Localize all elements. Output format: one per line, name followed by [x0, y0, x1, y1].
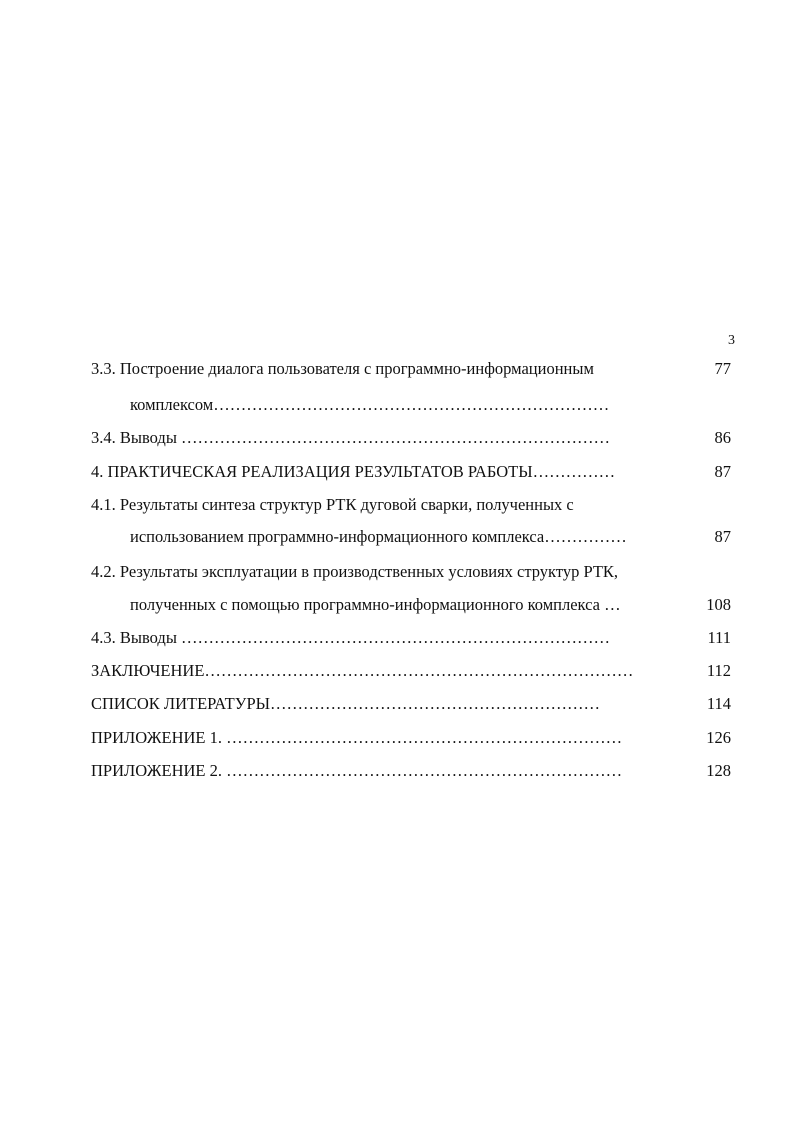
toc-entry-4 — [0, 459, 793, 485]
toc-entry-page: 128 — [706, 761, 731, 780]
toc-entry-title: ПРИЛОЖЕНИЕ 2. ……………………………………………………………… — [91, 761, 623, 780]
toc-entry-4-2 — [0, 559, 793, 585]
toc-entry-page: 114 — [706, 694, 731, 713]
toc-entry-3-3-continued — [0, 392, 793, 418]
toc-entry-title: 3.4. Выводы …………………………………………………………………… — [91, 428, 611, 447]
toc-entry-title: 3.3. Построение диалога пользователя с программно-информационным — [91, 359, 594, 378]
toc-entry-4-3 — [0, 625, 793, 651]
toc-entry-3-3 — [0, 356, 793, 382]
toc-entry-title: 4. ПРАКТИЧЕСКАЯ РЕАЛИЗАЦИЯ РЕЗУЛЬТАТОВ РАБОТЫ…………… — [91, 462, 616, 481]
toc-entry-appendix-1 — [0, 725, 793, 751]
toc-entry-title: 4.1. Результаты синтеза структур РТК дуговой сварки, полученных с — [91, 495, 574, 514]
toc-entry-page: 108 — [706, 595, 731, 614]
toc-entry-title: использованием программно-информационного комплекса…………… — [130, 527, 627, 546]
toc-entry-title: комплексом……………………………………………………………… — [130, 395, 610, 414]
toc-entry-4-1 — [0, 492, 793, 518]
toc-entry-page: 87 — [714, 527, 731, 546]
page-number: 3 — [728, 333, 735, 348]
toc-entry-4-2-continued — [0, 592, 793, 618]
toc-entry-title: ПРИЛОЖЕНИЕ 1. ……………………………………………………………… — [91, 728, 623, 747]
toc-entry-appendix-2 — [0, 758, 793, 784]
toc-entry-page: 112 — [706, 661, 731, 680]
toc-entry-page: 111 — [707, 628, 731, 647]
toc-entry-title: СПИСОК ЛИТЕРАТУРЫ…………………………………………………… — [91, 694, 601, 713]
toc-entry-4-1-continued — [0, 524, 793, 550]
toc-entry-3-4 — [0, 425, 793, 451]
toc-entry-title: 4.2. Результаты эксплуатации в производственных условиях структур РТК, — [91, 562, 619, 581]
toc-entry-title: ЗАКЛЮЧЕНИЕ…………………………………………………………………… — [91, 661, 634, 680]
toc-entry-page: 77 — [714, 359, 731, 378]
toc-entry-page: 86 — [714, 428, 731, 447]
toc-entry-page: 126 — [706, 728, 731, 747]
toc-entry-page: 87 — [714, 462, 731, 481]
toc-entry-conclusion — [0, 658, 793, 684]
toc-entry-title: полученных с помощью программно-информационного комплекса … — [130, 595, 621, 614]
toc-entry-references — [0, 691, 793, 717]
toc-entry-title: 4.3. Выводы …………………………………………………………………… — [91, 628, 611, 647]
